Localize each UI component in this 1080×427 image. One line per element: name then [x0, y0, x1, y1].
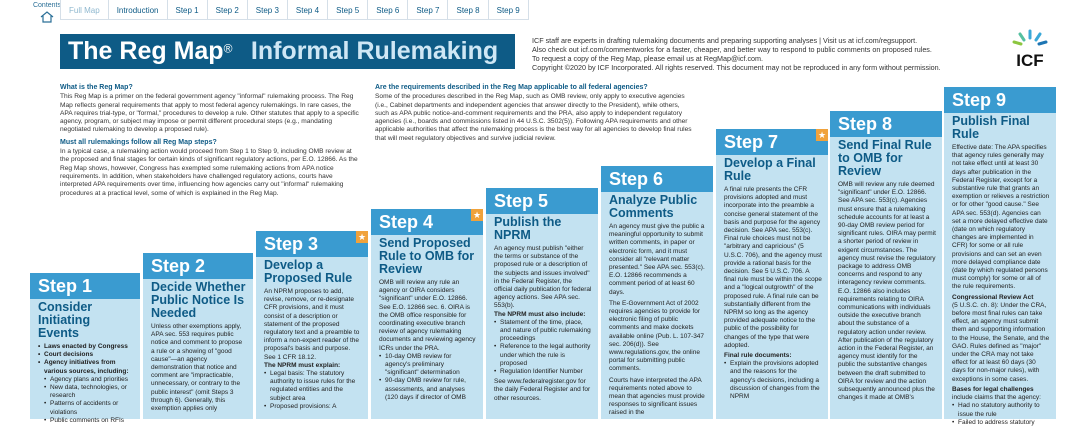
step-7-header: Step 7 [716, 129, 828, 155]
step-4-text: OMB will review any rule an agency or OIRA considers "significant" under E.O. 12866. See E.O. 12866 sec. 6. OIRA is the OMB office responsible for coordinating executive branch review of agency rulemaking documents and reviewing agency ICRs under the PRA. [379, 279, 476, 352]
page-subtitle: Informal Rulemaking [250, 37, 499, 65]
contents-link[interactable] [30, 2, 64, 23]
step-6-title: Analyze Public Comments [609, 193, 698, 220]
list-item: • Reference to the legal authority under which the rule is proposed [494, 343, 592, 368]
step-5-list [494, 319, 592, 376]
step-5-title: Publish the NPRM [494, 215, 562, 242]
step-3-panel [256, 231, 368, 419]
header-line-4: Copyright ©2020 by ICF Incorporated. All rights reserved. This document may not be reproduced in any form without permission. [532, 63, 941, 72]
header-line-1: ICF staff are experts in drafting rulemaking documents and preparing supporting analyses | Visit us at icf.com/regsupport. [532, 36, 918, 45]
intro-question-1: What is the Reg Map? [60, 84, 133, 91]
step-8-text: OMB will review any rule deemed "significant" under E.O. 12866. See APA sec. 553(c). Agencies must ensure that a rulemaking schedule accounts for at least a 90-day OMB review period for significant rules. OIRA may permit a shorter period of review in exigent circumstances. The agency must revise the regulatory package to address OMB concerns and respond to any interagency review comments. E.O. 12866 also includes requirements relating to OIRA communications with individuals outside the executive branch about the substance of a regulatory action under review. After publication of the regulatory action in the Federal Register, an agency must identify for the public the substantive changes between the draft submitted to OIRA for review and the action subsequently announced plus the changes it made at OMB's [838, 181, 936, 402]
step-8-panel [830, 111, 942, 419]
tab-step-7[interactable]: Step 7 [408, 0, 448, 20]
list-item: • Public comments on RFIs [44, 417, 134, 425]
step-1-list [38, 343, 134, 425]
header-info [532, 36, 972, 72]
list-item: • Statement of the time, place, and nature of public rulemaking proceedings [494, 319, 592, 344]
intro-left [60, 84, 360, 202]
logo-text: ICF [1016, 51, 1044, 70]
step-4-header: Step 4 [371, 209, 483, 235]
step-9-panel [944, 87, 1056, 426]
list-item: • 90-day OMB review for rule, assessments, and analyses (120 days if director of OMB [379, 377, 477, 402]
step-6-extra: The E-Government Act of 2002 requires agencies to provide for electronic filing of public comments and make dockets available online (Pub. L. 107-347 sec. 206(d)). See www.regulations.gov, the online portal for submitting public comments. [609, 299, 705, 373]
tab-step-9[interactable]: Step 9 [489, 0, 529, 20]
tab-introduction[interactable]: Introduction [109, 0, 168, 20]
tab-full-map[interactable]: Full Map [60, 0, 109, 20]
step-7-text: A final rule presents the CFR provisions adopted and must incorporate into the preamble a concise general statement of the basis and purpose for the agency decision. See APA sec. 553(c). Final rule choices must not be "arbitrary and capricious" (5 U.S.C. 706), and the agency must provide a rational basis for the decision. See 5 U.S.C. 706. A final rule must be within the scope and a "logical outgrowth" of the proposed rule. A final rule can be substantially different from the NPRM so long as the agency provided adequate notice to the public of the possibility for changes of the type that were adopted. [724, 186, 822, 349]
star-icon: ★ [817, 130, 827, 140]
step-5-panel [486, 188, 598, 419]
step-9-list [952, 402, 1050, 427]
step-5-subhead: The NPRM must also include: [494, 310, 586, 318]
list-item: • Explain the provisions adopted and the reasons for the agency's decisions, including a discussion of changes from the NPRM [724, 360, 822, 401]
tab-step-3[interactable]: Step 3 [248, 0, 288, 20]
list-item: • Failed to address statutory [952, 419, 1050, 427]
intro-answer-2: In a typical case, a rulemaking action would proceed from Step 1 to Step 9, including OMB review at the proposed and final stages for certain kinds of significant regulatory actions, per E.O. 12866. As the Reg Map shows, however, Congress has exempted some rulemaking actions from APA notice requirements. In addition, when stakeholders have challenged regulatory actions, courts have interpreted APA requirements over time, influencing how agencies carry out "informal" rulemaking procedures at a practical level, some of which is explained in the Reg Map. [60, 148, 358, 197]
list-item: • 10-day OMB review for agency's preliminary "significant" determination [379, 353, 477, 378]
tab-step-6[interactable]: Step 6 [368, 0, 408, 20]
registered-mark: ® [223, 41, 233, 56]
step-9-header: Step 9 [944, 87, 1056, 113]
tab-step-1[interactable]: Step 1 [168, 0, 208, 20]
step-1-panel [30, 273, 140, 424]
step-6-extra-2: Courts have interpreted the APA requirements noted above to mean that agencies must provide responses to significant issues raised in the [609, 376, 705, 417]
list-item: • Legal basis: The statutory authority to issue rules for the regulated entities and the subject area [264, 370, 362, 403]
step-1-title: Consider Initiating Events [38, 300, 93, 340]
step-2-title: Decide Whether Public Notice Is Needed [151, 280, 246, 320]
header-line-2: Also check out icf.com/commentworks for a faster, cheaper, and better way to respond to public comments on proposed rules. [532, 45, 932, 54]
step-2-header: Step 2 [143, 253, 253, 279]
list-item: • New data, technologies, or research [44, 384, 134, 400]
step-3-text: An NPRM proposes to add, revise, remove, or re-designate CFR provisions, and it must consist of a description or statement of the proposed regulatory text and a preamble to inform a non-expert reader of the proposal's basis and purpose. See 1 CFR 18.12. [264, 288, 360, 361]
list-item: • Laws enacted by Congress [38, 343, 134, 351]
step-4-title: Send Proposed Rule to OMB for Review [379, 236, 475, 276]
step-7-subhead: Final rule documents: [724, 352, 792, 360]
tab-step-5[interactable]: Step 5 [328, 0, 368, 20]
list-item: • Court decisions [38, 351, 134, 359]
home-icon [40, 11, 54, 23]
list-item: • Regulation Identifier Number [494, 368, 592, 376]
step-9-text: Effective date: The APA specifies that agency rules generally may not take effect until at least 30 days after publication in the Federal Register, except for a substantive rule that grants an exemption or relieves a restriction or for other "good cause." See APA sec. 553(d). Agencies can set a more delayed effective date (date on which regulatory changes are implemented in CFR) for some or all rule provisions and can set an even more delayed compliance date (date by which regulated persons must comply) for some or all of the rule requirements. [952, 144, 1050, 291]
step-3-list [264, 370, 362, 411]
step-2-panel [143, 253, 253, 419]
page-title: The Reg Map [68, 37, 224, 65]
page-title-banner [60, 34, 515, 69]
step-9-text-2: (5 U.S.C. ch. 8): Under the CRA, before most final rules can take effect, an agency must submit them and supporting information to the House, the Senate, and the GAO. Rules defined as "major" under the CRA may not take effect for at least 60 days (30 days for non-major rules), with exceptions in some cases. [952, 301, 1050, 383]
list-item: • Agency initiatives from various sources, including: [38, 359, 134, 375]
icf-logo-icon [1000, 28, 1060, 70]
step-9-text-3: include claims that the agency: [952, 394, 1041, 402]
step-2-text: Unless other exemptions apply, APA sec. 553 requires public notice and comment to propose a rule or a showing of "good cause"—an agency demonstration that notice and comment are "impracticable, unnecessary, or contrary to the public interest" (omit Steps 3 through 6). Generally, this exemption applies only [151, 323, 243, 413]
step-4-list [379, 353, 477, 402]
step-5-header: Step 5 [486, 188, 598, 214]
top-nav [0, 0, 1080, 20]
star-icon: ★ [472, 210, 482, 220]
intro-right [375, 84, 695, 147]
step-6-header: Step 6 [601, 166, 713, 192]
step-1-header: Step 1 [30, 273, 140, 299]
intro-question-2: Must all rulemakings follow all Reg Map steps? [60, 138, 217, 146]
tab-bar [60, 0, 529, 20]
tab-step-4[interactable]: Step 4 [288, 0, 328, 20]
step-7-list [724, 360, 822, 401]
icf-logo [1000, 28, 1060, 70]
step-6-panel [601, 166, 713, 419]
step-9-subhead: Congressional Review Act [952, 293, 1034, 301]
step-7-panel [716, 129, 828, 419]
tab-step-8[interactable]: Step 8 [448, 0, 488, 20]
step-5-extra: See www.federalregister.gov for the daily Federal Register and for other resources. [494, 378, 591, 402]
step-9-title: Publish Final Rule [952, 114, 1030, 141]
tab-step-2[interactable]: Step 2 [208, 0, 248, 20]
list-item: • Proposed provisions: A [264, 403, 362, 411]
step-4-panel [371, 209, 483, 419]
step-7-title: Develop a Final Rule [724, 156, 816, 183]
step-3-header: Step 3 [256, 231, 368, 257]
step-3-subhead: The NPRM must explain: [264, 361, 341, 369]
step-6-text: An agency must give the public a meaningful opportunity to submit written comments, in paper or electronic form, and it must consider all "relevant matter presented." See APA sec. 553(c). E.O. 12866 recommends a comment period of at least 60 days. [609, 223, 705, 296]
list-item: • Had no statutory authority to issue the rule [952, 402, 1050, 418]
intro-answer-3: Some of the procedures described in the Reg Map, such as OMB review, only apply to executive agencies (i.e., Cabinet departments and independent agencies that answer directly to the President), while others, such as APA public notice-and-comment requirements and the PRA, also apply to independent regulatory agencies (i.e., boards and commissions listed in 44 U.S.C. 3502(5)). Following APA requirements and other applicable authorities that affect the rulemaking process is the best way for all agencies to develop final rules that will meet regulatory objectives and survive judicial review. [375, 93, 692, 142]
header-line-3: To request a copy of the Reg Map, please email us at RegMap@icf.com. [532, 54, 764, 63]
list-item: • Agency plans and priorities [44, 376, 134, 384]
list-item: • Patterns of accidents or violations [44, 400, 134, 416]
step-3-title: Develop a Proposed Rule [264, 258, 353, 285]
contents-label: Contents [32, 2, 62, 9]
step-8-title: Send Final Rule to OMB for Review [838, 138, 932, 178]
star-icon: ★ [357, 232, 367, 242]
intro-answer-1: This Reg Map is a primer on the federal government agency "informal" rulemaking process. The Reg Map reflects general requirements that apply to most federal agency rulemakings. In rare cases, the APA requires trial-type, or "formal," procedures to develop a rule. Other statutes that apply to a specific agency, program, or subject may impose or permit different procedural steps (e.g., mandating negotiated rulemaking to develop a proposed rule). [60, 93, 359, 134]
step-9-subhead-2: Bases for legal challenges [952, 385, 1034, 393]
intro-question-3: Are the requirements described in the Reg Map applicable to all federal agencies? [375, 84, 648, 91]
step-5-text: An agency must publish "either the terms or substance of the proposed rule or a description of the subjects and issues involved" in the Federal Register, the official daily publication for federal agency actions. See APA sec. 553(b). [494, 245, 592, 310]
step-8-header: Step 8 [830, 111, 942, 137]
